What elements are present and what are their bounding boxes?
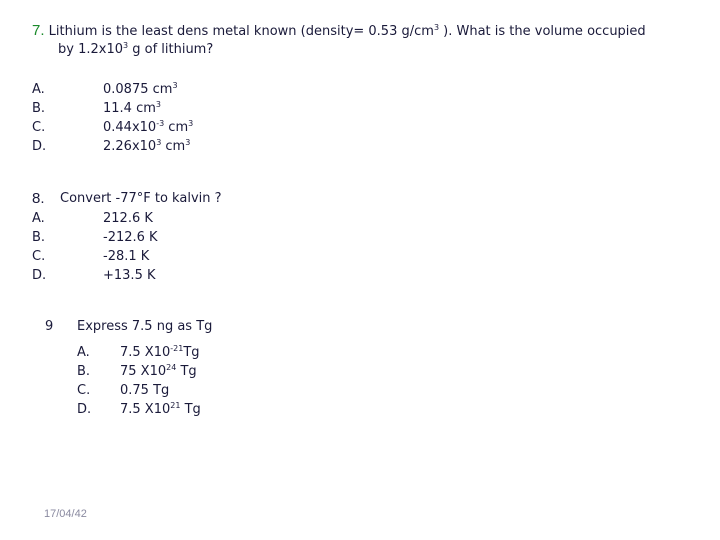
question-8-option-letters [32, 209, 46, 285]
option-letter: B. [77, 364, 91, 379]
option-letter: B. [32, 101, 46, 116]
option-value: 7.5 $X10^{-21}Tg$ [120, 344, 200, 360]
option-value: 7.5 $X10^{21}$ Tg [120, 401, 201, 417]
option-letter: C. [77, 383, 91, 398]
question-8-option-values [103, 209, 158, 285]
question-8 [32, 190, 45, 207]
option-letter: A. [77, 345, 90, 360]
slide-date: 17/04/42 [44, 508, 87, 520]
option-letter: C. [32, 120, 46, 135]
question-8-number: 8. [32, 190, 45, 207]
question-7-number: 7. [32, 22, 45, 39]
option-value: 0.75 Tg [120, 383, 170, 398]
question-8-text: Convert -77°F to kalvin ? [60, 191, 222, 206]
option-value: 75 $X10^{24}$ Tg [120, 363, 197, 379]
option-value: $2.26x10^3$ $cm^3$ [103, 138, 191, 154]
option-letter: D. [32, 268, 47, 283]
question-9-option-letters [77, 343, 91, 419]
question-9-option-values [120, 343, 201, 419]
question-7-option-values [103, 80, 193, 156]
question-7 [32, 22, 646, 39]
question-9-number: 9 [45, 319, 54, 334]
option-letter: A. [32, 211, 45, 226]
option-letter: D. [32, 139, 47, 154]
option-value: -28.1 K [103, 249, 150, 264]
option-value: 212.6 K [103, 211, 153, 226]
option-value: -212.6 K [103, 230, 158, 245]
option-value: $0.44x10^{-3}$ $cm^3$ [103, 119, 194, 135]
option-letter: D. [77, 402, 92, 417]
option-letter: B. [32, 230, 46, 245]
question-9-text: Express 7.5 ng as Tg [77, 319, 213, 334]
option-value: 11.4 $cm^3$ [103, 100, 161, 116]
option-letter: C. [32, 249, 46, 264]
question-7-option-letters [32, 80, 46, 156]
option-value: 0.0875 $cm^3$ [103, 81, 178, 97]
option-letter: A. [32, 82, 45, 97]
option-value: +13.5 K [103, 268, 156, 283]
question-7-text-line2: by $1.2x10^3$ g of lithium? [58, 41, 214, 57]
question-7-text-line1: Lithium is the least dens metal known (density= 0.53 $g/cm^3$ ). What is the volume occupied [48, 23, 646, 39]
